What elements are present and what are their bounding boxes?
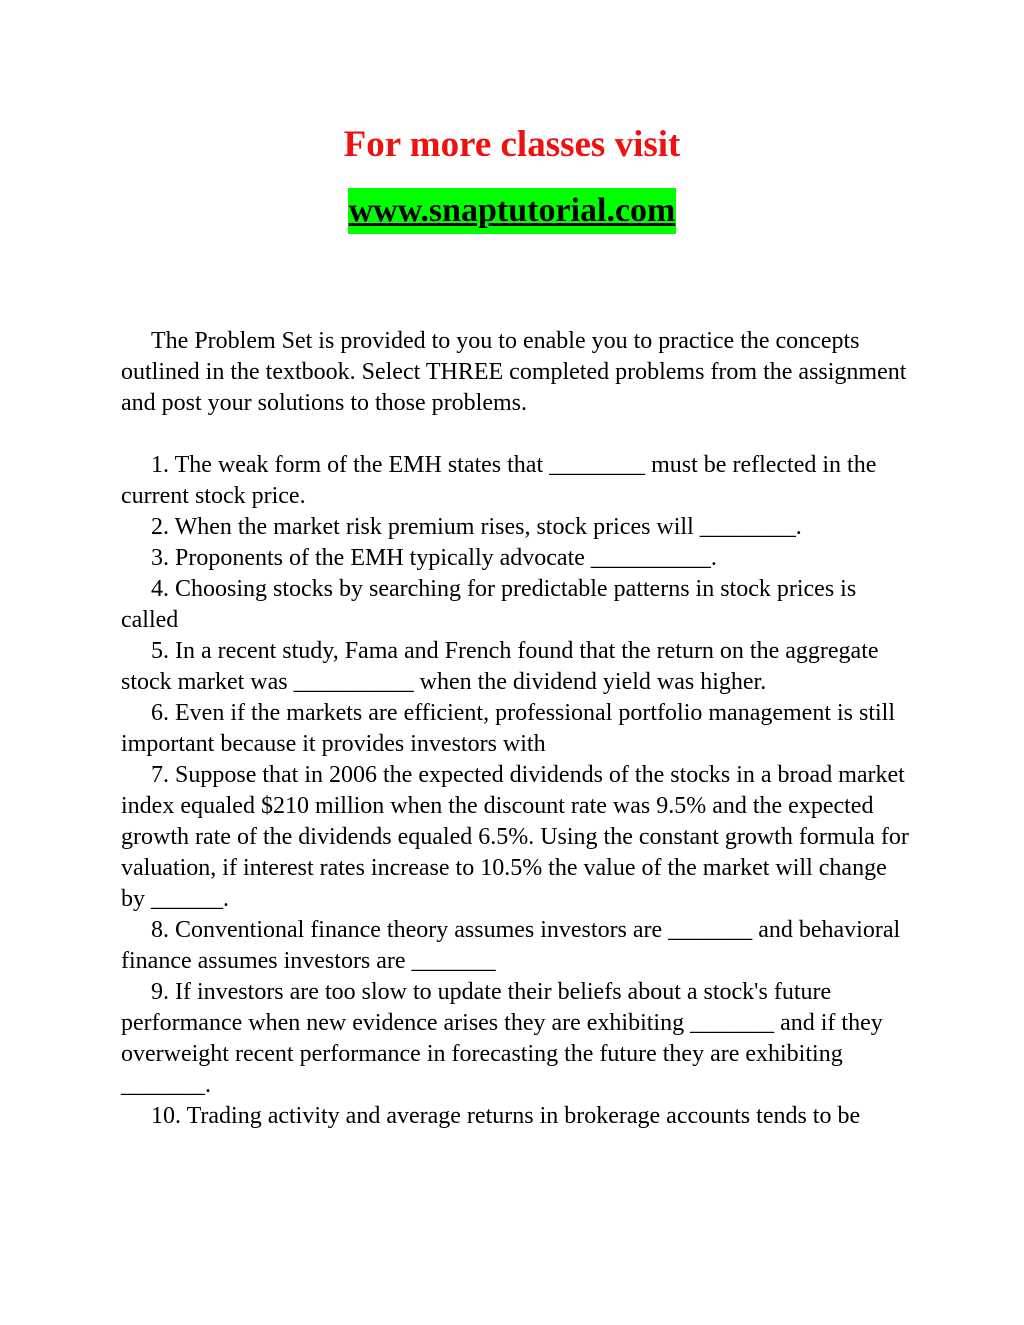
question-4: 4. Choosing stocks by searching for predictable patterns in stock prices is called	[121, 576, 857, 633]
question-1: 1. The weak form of the EMH states that ________ must be reflected in the current stock price.	[121, 452, 877, 509]
site-link-wrapper	[0, 188, 1024, 234]
question-8: 8. Conventional finance theory assumes investors are _______ and behavioral finance assumes investors are _______	[121, 917, 901, 974]
question-3: 3. Proponents of the EMH typically advocate __________.	[151, 545, 717, 571]
question-6: 6. Even if the markets are efficient, professional portfolio management is still important because it provides investors with	[121, 700, 895, 757]
site-link[interactable]: www.snaptutorial.com	[348, 188, 677, 234]
question-9: 9. If investors are too slow to update their beliefs about a stock's future performance when new evidence arises they are exhibiting _______ and if they overweight recent performance in forecasting the future they are exhibiting _______.	[121, 979, 883, 1098]
document-body	[121, 326, 911, 1132]
question-2: 2. When the market risk premium rises, stock prices will ________.	[151, 514, 802, 540]
intro-paragraph: The Problem Set is provided to you to enable you to practice the concepts outlined in the textbook. Select THREE completed problems from the assignment and post your solutions to those problems.	[121, 328, 907, 416]
question-7: 7. Suppose that in 2006 the expected dividends of the stocks in a broad market index equaled $210 million when the discount rate was 9.5% and the expected growth rate of the dividends equaled 6.5%. Using the constant growth formula for valuation, if interest rates increase to 10.5% the value of the market will change by ______.	[121, 762, 909, 912]
heading: For more classes visit	[343, 124, 681, 165]
question-10: 10. Trading activity and average returns in brokerage accounts tends to be	[151, 1103, 861, 1129]
question-5: 5. In a recent study, Fama and French found that the return on the aggregate stock market was __________ when the dividend yield was higher.	[121, 638, 879, 695]
